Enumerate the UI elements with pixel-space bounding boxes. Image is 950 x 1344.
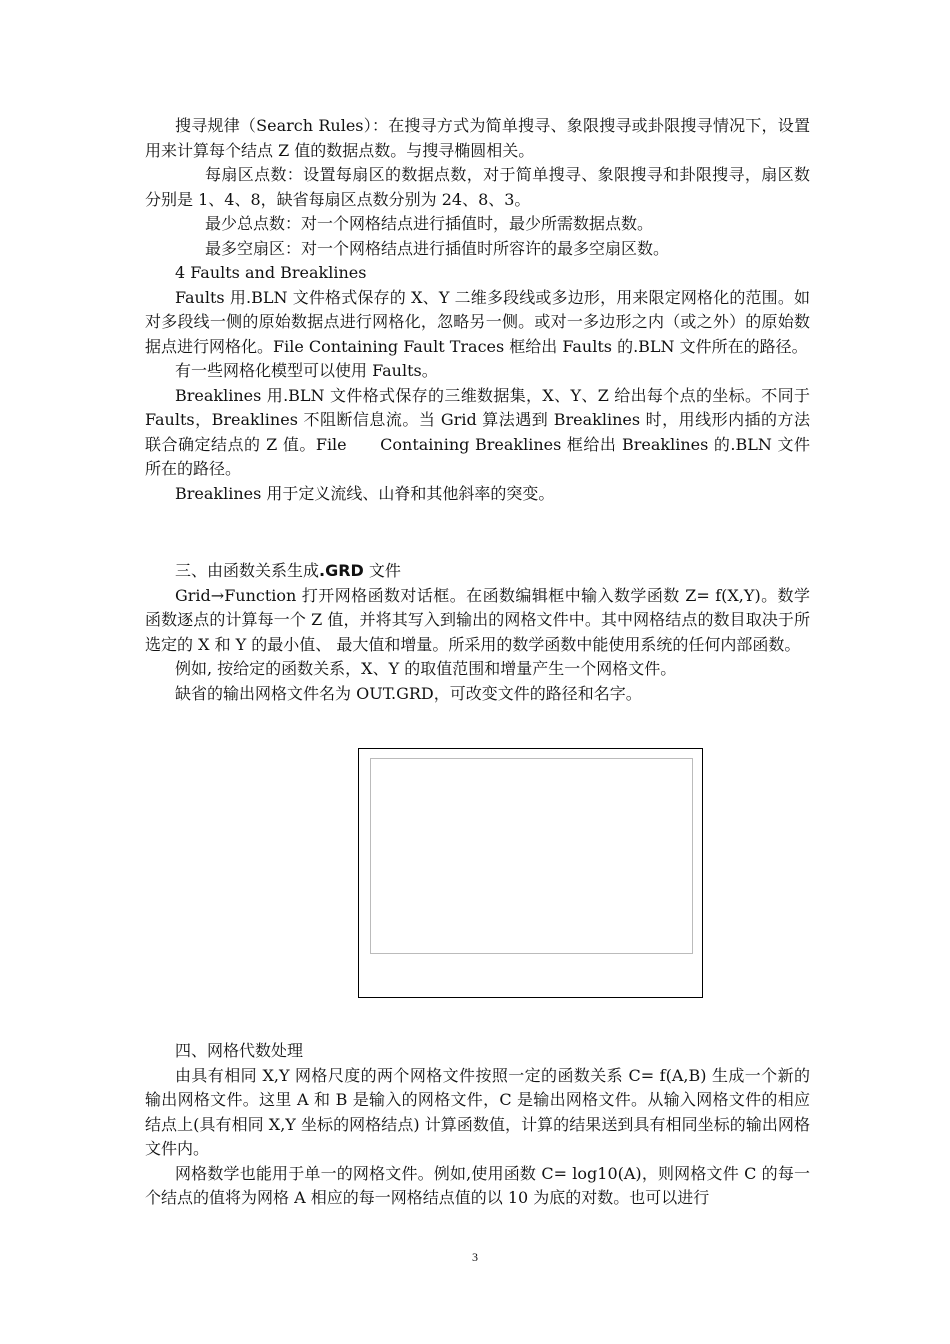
s3-paragraph: 缺省的输出网格文件名为 OUT.GRD，可改变文件的路径和名字。 (175, 683, 642, 703)
s3-paragraph: 例如, 按给定的函数关系，X、Y 的取值范围和增量产生一个网格文件。 (175, 659, 677, 678)
section-4 (145, 1039, 810, 1211)
section-3-heading: 三、由函数关系生成.GRD 文件 (175, 561, 401, 580)
top-paragraph: 搜寻规律（Search Rules）：在搜寻方式为简单搜寻、象限搜寻或卦限搜寻情况下，设置用来计算每个结点 Z 值的数据点数。与搜寻椭圆相关。 (145, 116, 810, 160)
text-block-top (145, 114, 810, 506)
figure-inner-frame (370, 758, 693, 954)
top-paragraph: 最少总点数：对一个网格结点进行插值时，最少所需数据点数。 (205, 214, 654, 233)
top-paragraph: Breaklines 用.BLN 文件格式保存的三维数据集，X、Y、Z 给出每个点的坐标。不同于 Faults，Breaklines 不阻断信息流。当 Grid 算法遇到 Breaklines 时，用线形内插的方法联合确定结点的 Z 值。File Containing Breaklines 框给出 Breaklines 的.BLN 文件所在的路径。 (145, 385, 810, 478)
top-paragraph: Faults 用.BLN 文件格式保存的 X、Y 二维多段线或多边形，用来限定网格化的范围。如对多段线一侧的原始数据点进行网格化，忽略另一侧。或对一多边形之内（或之外）的原始数据点进行网格化。File Containing Fault Traces 框给出 Faults 的.BLN 文件所在的路径。 (145, 287, 810, 356)
top-paragraph: 4 Faults and Breaklines (175, 263, 367, 282)
s4-paragraph: 由具有相同 X,Y 网格尺度的两个网格文件按照一定的函数关系 C= f(A,B) 生成一个新的输出网格文件。这里 A 和 B 是输入的网格文件，C 是输出网格文件。从输入网格文件的相应结点上(具有相同 X,Y 坐标的网格结点) 计算函数值，计算的结果送到具有相同坐标的输出网格文件内。 (145, 1065, 810, 1158)
s3-paragraph: Grid→Function 打开网格函数对话框。在函数编辑框中输入数学函数 Z= f(X,Y)。数学函数逐点的计算每一个 Z 值，并将其写入到输出的网格文件中。其中网格结点的数目取决于所选定的 X 和 Y 的最小值、 最大值和增量。所采用的数学函数中能使用系统的任何内部函数。 (145, 585, 810, 654)
figure-placeholder (358, 748, 703, 998)
section-3-body (145, 584, 810, 707)
top-paragraph: 最多空扇区：对一个网格结点进行插值时所容许的最多空扇区数。 (205, 238, 670, 258)
top-paragraph: 每扇区点数：设置每扇区的数据点数，对于简单搜寻、象限搜寻和卦限搜寻，扇区数分别是 1、4、8，缺省每扇区点数分别为 24、8、3。 (145, 165, 810, 209)
top-paragraph: Breaklines 用于定义流线、山脊和其他斜率的突变。 (175, 483, 555, 503)
section-4-heading: 四、网格代数处理 (175, 1041, 304, 1060)
top-paragraph: 有一些网格化模型可以使用 Faults。 (175, 361, 438, 380)
page-number: 3 (472, 1250, 478, 1264)
s4-paragraph: 网格数学也能用于单一的网格文件。例如,使用函数 C= log10(A)，则网格文件 C 的每一个结点的值将为网格 A 相应的每一网格结点值的以 10 为底的对数。也可以进行 (145, 1163, 810, 1207)
section-3 (145, 559, 810, 706)
section-4-body (145, 1064, 810, 1211)
